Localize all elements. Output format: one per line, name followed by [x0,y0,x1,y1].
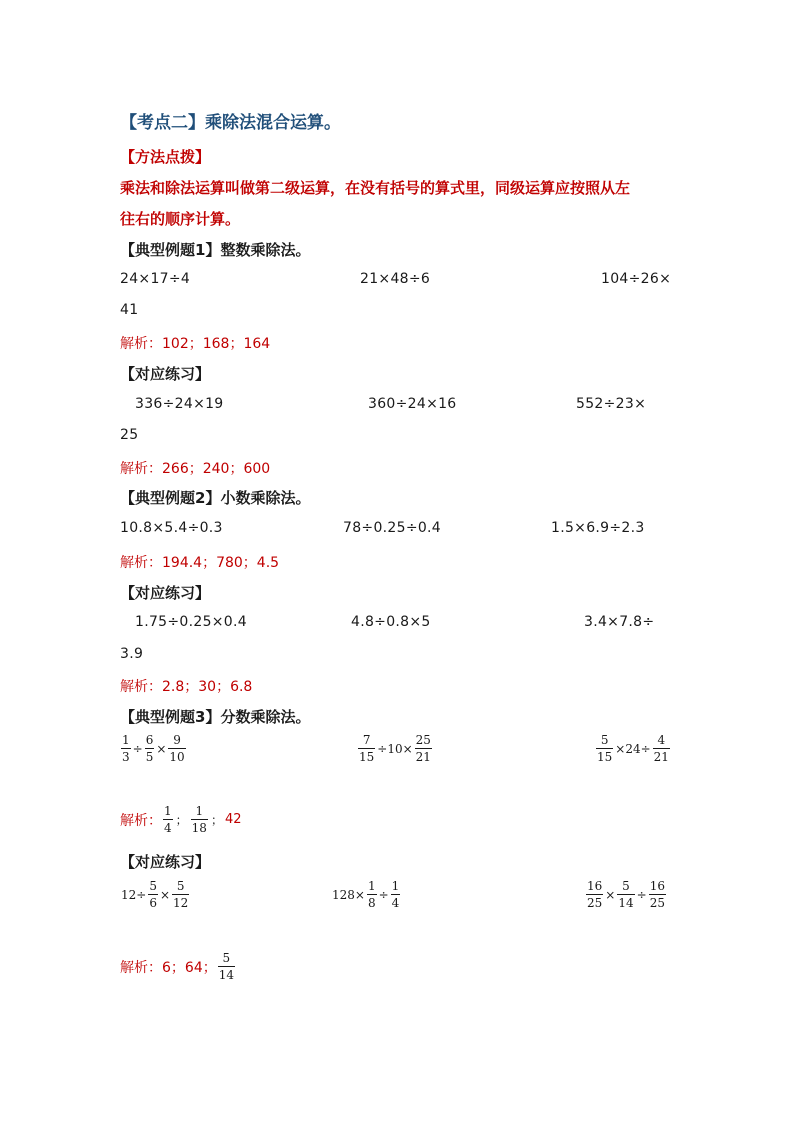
numerator: 1 [122,733,130,747]
example-1-expr-3: 104÷26× [601,271,672,287]
practice-2-expr-3-cont: 3.9 [120,646,144,662]
example-2-answer [120,552,279,572]
example-1-expr-1: 24×17÷4 [120,271,191,287]
numerator: 1 [164,804,172,818]
fraction [148,880,158,909]
operator: × [605,887,616,902]
denominator: 25 [587,896,603,910]
example-3-expr-1 [120,734,187,763]
practice-3-heading: 【对应练习】 [120,853,211,871]
numerator: 1 [391,879,400,893]
example-3-expr-3 [595,734,671,763]
fraction [121,734,131,763]
operand: 12÷ [121,887,147,902]
example-3-answer [120,805,242,834]
denominator: 4 [391,896,400,910]
operator: ÷ [636,887,647,902]
example-3-heading: 【典型例题3】分数乘除法。 [120,708,311,726]
fraction [168,734,185,763]
numerator: 5 [600,733,609,747]
example-2-expr-3: 1.5×6.9÷2.3 [551,520,645,536]
numerator: 9 [173,733,181,747]
practice-3-answer [120,952,236,981]
numerator: 25 [415,733,431,747]
answer-values: 2.8；30；6.8 [162,679,253,695]
numerator: 6 [145,733,154,747]
example-2-expr-2: 78÷0.25÷0.4 [343,520,442,536]
answer-label: 解析： [120,461,162,477]
denominator: 15 [597,750,613,764]
fraction [649,880,666,909]
practice-3-expr-3 [585,880,667,909]
fraction [191,805,208,834]
operator: ×24÷ [615,741,651,756]
numerator: 1 [195,804,204,818]
operator: ÷10× [377,741,413,756]
practice-2-heading: 【对应练习】 [120,584,211,602]
fraction [358,734,375,763]
numerator: 4 [657,733,666,747]
numerator: 16 [649,879,665,893]
denominator: 21 [653,750,669,764]
fraction [586,880,603,909]
denominator: 12 [173,896,189,910]
practice-1-heading: 【对应练习】 [120,365,211,383]
practice-2-expr-2: 4.8÷0.8×5 [351,614,431,630]
practice-1-expr-3: 552÷23× [576,396,647,412]
practice-1-expr-2: 360÷24×16 [368,396,457,412]
answer-label: 解析： [120,555,162,571]
answer-values: 194.4；780；4.5 [162,555,280,571]
denominator: 21 [415,750,431,764]
denominator: 25 [649,896,665,910]
fraction [163,805,173,834]
example-2-heading: 【典型例题2】小数乘除法。 [120,489,311,507]
numerator: 5 [149,879,157,893]
answer-value: 42 [224,812,242,827]
practice-2-expr-3: 3.4×7.8÷ [584,614,655,630]
answer-values: 266；240；600 [162,461,271,477]
fraction [172,880,189,909]
answer-label: 解析： [120,679,162,695]
numerator: 1 [367,879,376,893]
page-title: 【考点二】乘除法混合运算。 [120,113,341,133]
separator: ； [175,813,188,827]
denominator: 5 [145,750,154,764]
operand: 128× [332,887,365,902]
fraction [596,734,613,763]
answer-label: 解析： [120,959,162,976]
denominator: 3 [122,750,130,764]
denominator: 6 [149,896,157,910]
numerator: 16 [587,879,603,893]
example-2-expr-1: 10.8×5.4÷0.3 [120,520,223,536]
practice-2-answer [120,676,252,696]
denominator: 10 [169,750,185,764]
separator: ； [210,813,223,827]
operator: × [159,887,171,902]
fraction [617,880,634,909]
denominator: 15 [359,750,375,764]
method-heading: 【方法点拨】 [120,148,211,166]
denominator: 8 [367,896,376,910]
numerator: 5 [622,879,630,893]
practice-3-expr-2 [331,880,401,909]
fraction [653,734,670,763]
example-1-heading: 【典型例题1】整数乘除法。 [120,241,311,259]
answer-label: 解析： [120,812,162,829]
fraction [391,880,401,909]
fraction [367,880,377,909]
fraction [145,734,155,763]
denominator: 14 [218,968,235,982]
operator: ÷ [132,741,143,756]
method-line-1: 乘法和除法运算叫做第二级运算，在没有括号的算式里，同级运算应按照从左 [120,179,631,197]
fraction [415,734,432,763]
method-line-2: 往右的顺序计算。 [120,210,241,228]
example-1-answer [120,333,270,353]
numerator: 5 [176,879,185,893]
answer-values: 6；64； [162,959,217,976]
answer-values: 102；168；164 [162,336,271,352]
numerator: 7 [362,733,371,747]
answer-label: 解析： [120,336,162,352]
practice-1-answer [120,458,270,478]
numerator: 5 [222,951,231,965]
practice-3-expr-1 [120,880,190,909]
practice-1-expr-1: 336÷24×19 [135,396,224,412]
practice-2-expr-1: 1.75÷0.25×0.4 [135,614,247,630]
practice-1-expr-3-cont: 25 [120,427,139,443]
denominator: 18 [191,821,207,835]
example-1-expr-3-cont: 41 [120,302,139,318]
fraction [218,952,235,981]
denominator: 4 [164,821,172,835]
operator: ÷ [378,887,389,902]
example-3-expr-2 [357,734,433,763]
operator: × [156,741,167,756]
example-1-expr-2: 21×48÷6 [360,271,431,287]
denominator: 14 [618,896,634,910]
